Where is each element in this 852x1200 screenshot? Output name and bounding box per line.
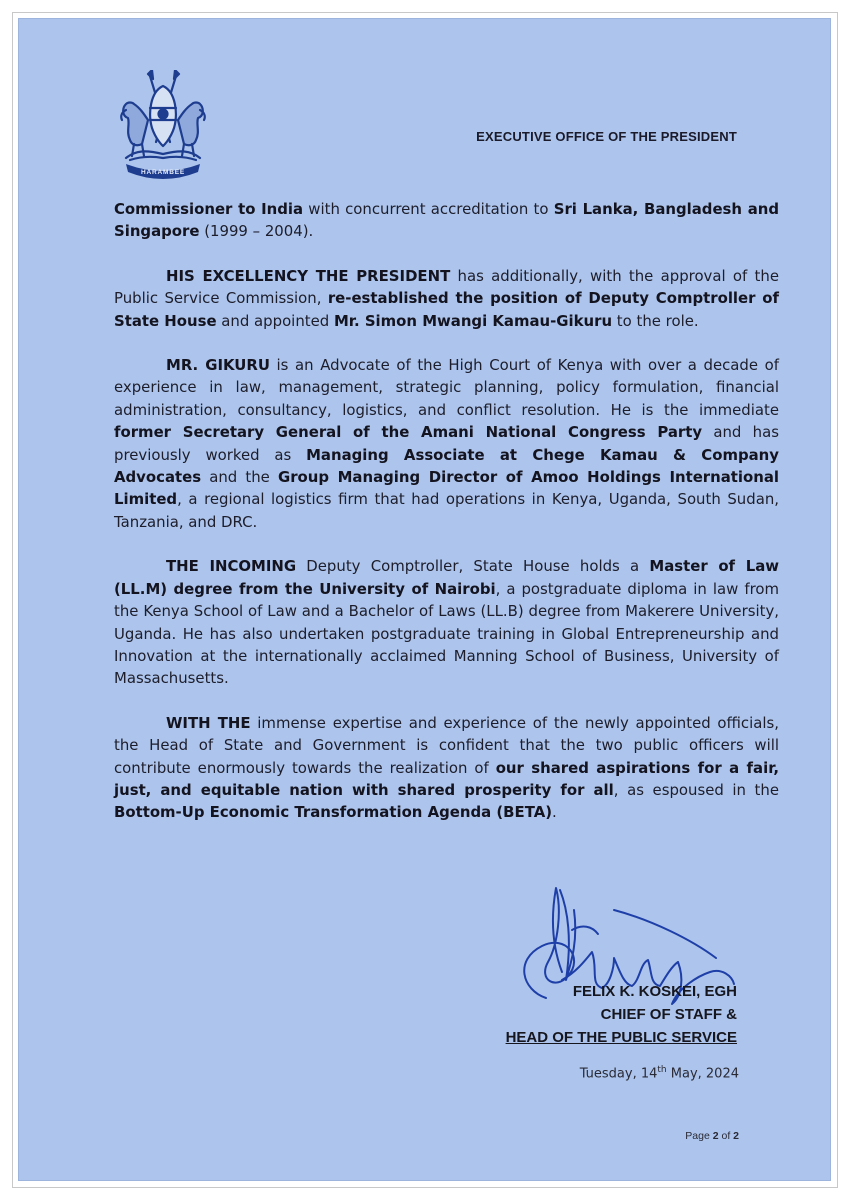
signatory-title-1: CHIEF OF STAFF & <box>600 1006 737 1023</box>
text: and has previously worked as <box>114 423 779 464</box>
paragraph-appointment <box>114 265 779 332</box>
date-month-year: May, 2024 <box>666 1066 739 1082</box>
bold-text: our shared aspirations for a fair, just, and equitable nation with shared prosperity for all <box>114 758 779 799</box>
bold-text: Master of Law (LL.M) degree from the University of Nairobi <box>114 557 779 598</box>
signatory-block <box>506 980 737 1049</box>
letter-body <box>114 198 779 846</box>
text: , a postgraduate diploma in law from the Kenya School of Law and a Bachelor of Laws (LL.B) degree from Makerere University, Uganda. He has also undertaken postgraduate training in Global Entrepreneurship and Innovation at the internationally acclaimed Manning School of Business, University of Massachusetts. <box>114 579 779 688</box>
page-current: 2 <box>712 1130 719 1142</box>
page-of: of <box>718 1130 734 1142</box>
signatory-title-2: HEAD OF THE PUBLIC SERVICE <box>505 1029 737 1046</box>
coat-of-arms-icon <box>112 70 214 180</box>
bold-text: former Secretary General of the Amani National Congress Party <box>114 423 703 442</box>
letter-page <box>18 18 831 1181</box>
text: has additionally, with the approval of the Public Service Commission, <box>114 266 779 308</box>
text: and appointed <box>216 311 334 330</box>
letter-date <box>580 1065 739 1081</box>
bold-text: THE INCOMING <box>166 557 297 576</box>
text: is an Advocate of the High Court of Kenya with over a decade of experience in law, management, strategic planning, policy formulation, financial administration, consultancy, logistics, and conflict resolution. He is the immediate <box>114 356 779 419</box>
bold-text: Bottom-Up Economic Transformation Agenda (BETA) <box>114 803 553 822</box>
text: and the <box>201 468 278 487</box>
bold-text: re-established the position of Deputy Comptroller of State House <box>114 289 780 330</box>
signatory-name: FELIX K. KOSKEI, EGH <box>572 983 737 1000</box>
text: immense expertise and experience of the newly appointed officials, the Head of State and Government is confident that the two public officers will contribute enormously towards the realization of <box>114 713 779 777</box>
office-header: EXECUTIVE OFFICE OF THE PRESIDENT <box>476 129 737 144</box>
text: , as espoused in the <box>613 780 779 799</box>
date-ordinal: th <box>657 1065 667 1075</box>
bold-text: Sri Lanka, Bangladesh and Singapore <box>114 200 780 241</box>
text: to the role. <box>612 311 699 330</box>
text: Deputy Comptroller, State House holds a <box>296 557 650 576</box>
bold-text: Mr. Simon Mwangi Kamau-Gikuru <box>333 311 613 330</box>
paragraph-education <box>114 555 779 689</box>
bold-text: WITH THE <box>166 713 251 732</box>
date-day: Tuesday, 14 <box>579 1066 658 1082</box>
bold-text: Group Managing Director of Amoo Holdings International Limited <box>114 468 779 509</box>
text: . <box>552 803 557 822</box>
bold-text: MR. GIKURU <box>166 356 270 375</box>
svg-text:HARAMBEE: HARAMBEE <box>141 169 185 176</box>
bold-text: Commissioner to India <box>114 200 304 218</box>
paragraph-profile <box>114 354 779 533</box>
page-total: 2 <box>733 1130 739 1142</box>
paragraph-closing <box>114 712 779 824</box>
bold-text: HIS EXCELLENCY THE PRESIDENT <box>166 266 451 285</box>
paragraph-continuation <box>114 198 779 243</box>
text: (1999 – 2004). <box>199 222 314 241</box>
bold-text: Managing Associate at Chege Kamau & Company Advocates <box>114 445 779 487</box>
page-number <box>685 1130 739 1142</box>
page-label: Page <box>685 1130 713 1142</box>
text: with concurrent accreditation to <box>303 200 554 218</box>
text: , a regional logistics firm that had operations in Kenya, Uganda, South Sudan, Tanzania, and DRC. <box>114 490 779 531</box>
